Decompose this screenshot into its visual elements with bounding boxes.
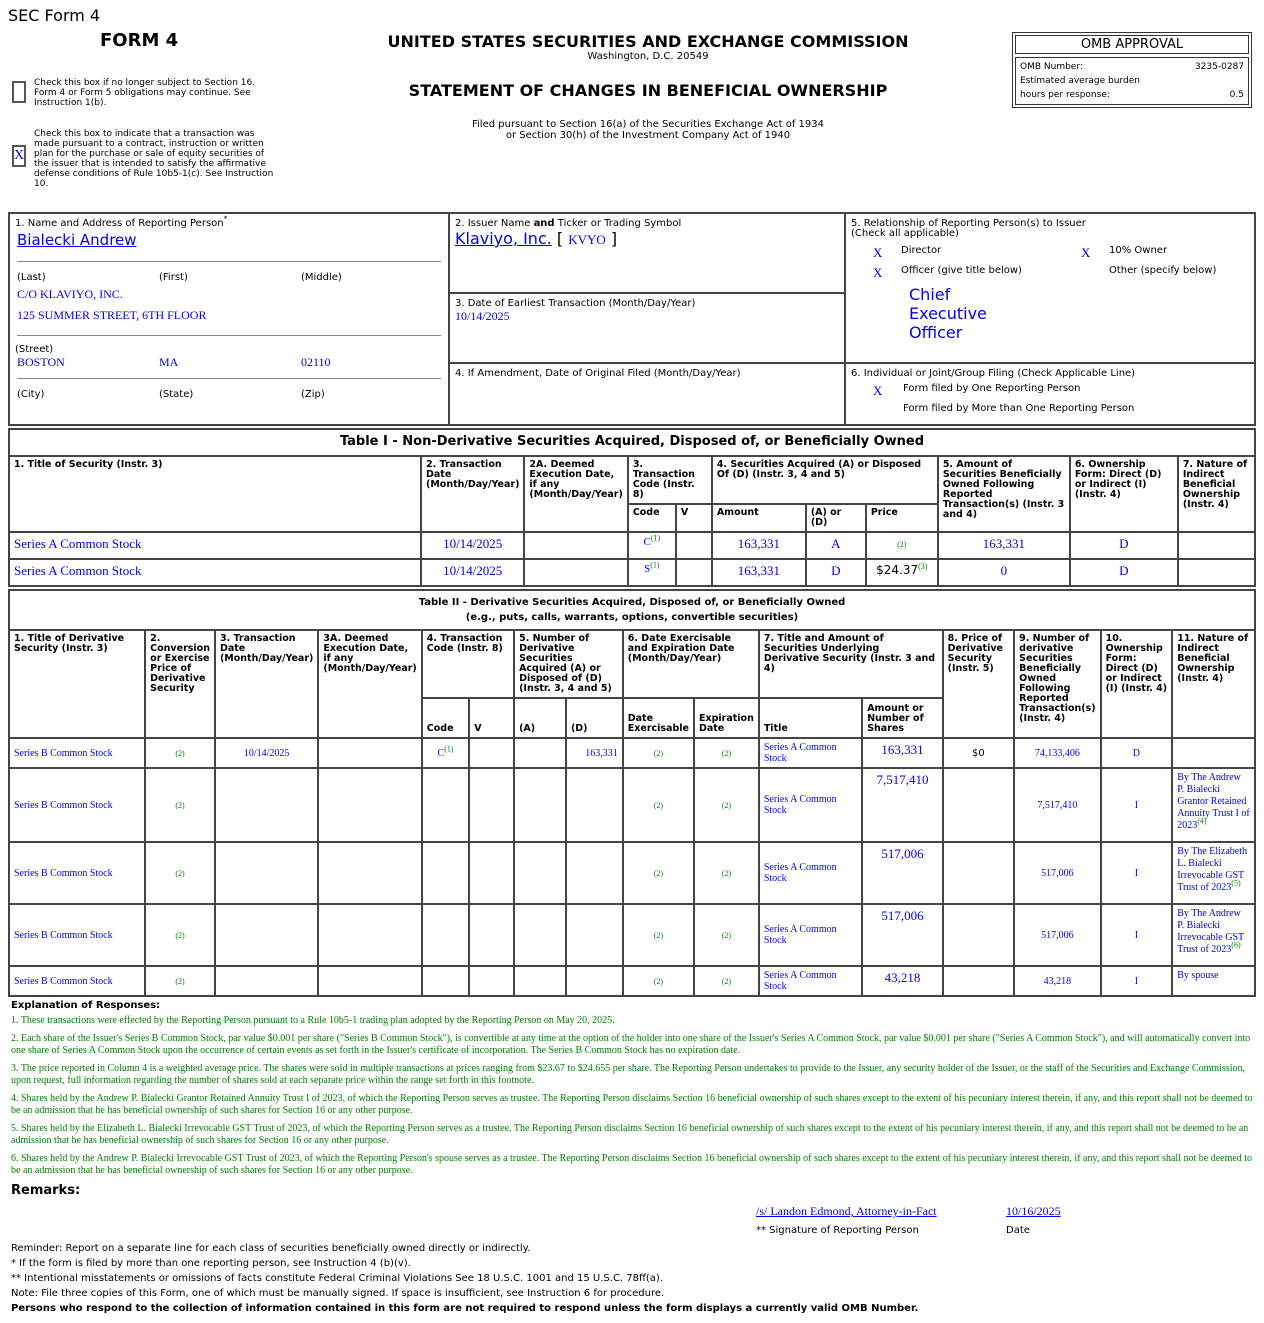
box4-amendment <box>449 363 845 425</box>
state-label: (State) <box>159 389 194 400</box>
footnote-ref[interactable]: (5) <box>1231 878 1241 888</box>
footnote: 6. Shares held by the Andrew P. Bialecki Irrevocable GST Trust of 2023, of which the Reporting Person's spouse serves as a trustee. The Reporting Person disclaims Section 16 beneficial ownership of such shares except to the extent of his pecuniary interest therein, if any, and this report shall not be deemed to be an admission that he has beneficial ownership of such shares for Section 16 or any other purpose. <box>11 1153 1253 1176</box>
underlying-title: Series A Common Stock <box>763 970 837 992</box>
col-a-or-d: (A) or (D) <box>806 504 866 532</box>
asterisk: * <box>223 214 228 224</box>
no-longer-subject-checkbox-row <box>12 78 274 108</box>
nature: By spouse <box>1177 970 1219 981</box>
footnote: 3. The price reported in Column 4 is a weighted average price. The shares were sold in multiple transactions at prices ranging from $23.67 to $24.655 per share. The Reporting Person undertakes to provide to the Issuer, any security holder of the Issuer, or the staff of the Securities and Exchange Commission, upon request, full information regarding the number of shares sold at each separate price within the range set forth in this footnote. <box>11 1063 1245 1086</box>
ownership-form: D <box>1070 532 1178 559</box>
hours-value: 0.5 <box>1229 90 1244 100</box>
col-amount: Amount <box>712 504 806 532</box>
derivative-title: Series B Common Stock <box>14 975 113 987</box>
form-header <box>8 26 1256 212</box>
city: BOSTON <box>17 355 65 369</box>
underlying-amount: 163,331 <box>881 742 924 757</box>
underlying-amount: 517,006 <box>881 908 924 923</box>
director-label: Director <box>901 245 942 256</box>
footnote-ref[interactable]: (1) <box>650 533 661 543</box>
col-price: Price <box>866 504 938 532</box>
col-underlying-title: Title <box>759 698 862 738</box>
city-label: (City) <box>17 389 45 400</box>
footnote: 5. Shares held by the Elizabeth L. Bialecki Irrevocable GST Trust of 2023, of which the Reporting Person serves as a trustee. The Reporting Person disclaims Section 16 beneficial ownership of such shares except to the extent of his pecuniary interest therein, if any, and this report shall not be deemed to be an admission that he has beneficial ownership of such shares for Section 16 or any other purpose. <box>11 1123 1249 1146</box>
transaction-code: C <box>643 536 651 548</box>
issuer-name-link[interactable]: Klaviyo, Inc. <box>455 229 552 248</box>
conversion-price[interactable]: (2) <box>175 976 185 986</box>
footnote-ref[interactable]: (4) <box>1197 816 1207 826</box>
state: MA <box>159 355 179 369</box>
conversion-price[interactable]: (2) <box>175 930 185 940</box>
officer-title-line: Chief <box>909 285 951 304</box>
col-nature: 11. Nature of Indirect Beneficial Ownership (Instr. 4) <box>1172 630 1255 738</box>
one-person-label: Form filed by One Reporting Person <box>903 383 1081 394</box>
table-row <box>9 904 1255 966</box>
expiration-date[interactable]: (2) <box>721 800 732 810</box>
v-flag <box>676 559 712 586</box>
street-line-1: C/O KLAVIYO, INC. <box>17 287 123 301</box>
agency-name: UNITED STATES SECURITIES AND EXCHANGE COMMISSION <box>387 32 909 51</box>
explanation-title: Explanation of Responses: <box>11 1000 161 1011</box>
bracket: ] <box>610 229 618 248</box>
col-underlying-amount: Amount or Number of Shares <box>862 698 942 738</box>
box1-label: 1. Name and Address of Reporting Person <box>15 218 224 229</box>
table-row <box>9 768 1255 842</box>
underlying-title: Series A Common Stock <box>763 924 837 946</box>
one-person-check[interactable]: X <box>873 383 883 398</box>
underlying-title: Series A Common Stock <box>763 742 837 764</box>
expiration-date[interactable]: (2) <box>721 930 732 940</box>
box6-filing <box>845 363 1255 425</box>
more-persons-label: Form filed by More than One Reporting Person <box>903 403 1135 414</box>
col-date-exercisable: Date Exercisable <box>623 698 694 738</box>
officer-check[interactable]: X <box>873 265 883 280</box>
officer-title-line: Officer <box>909 323 963 342</box>
date-exercisable[interactable]: (2) <box>653 976 664 986</box>
col-d: (D) <box>566 698 623 738</box>
ownership-form: I <box>1134 799 1139 811</box>
col-conversion-price: 2. Conversion or Exercise Price of Derivative Security <box>145 630 215 738</box>
security-title: Series A Common Stock <box>9 532 421 559</box>
col-derivative-title: 1. Title of Derivative Security (Instr. 3) <box>9 630 145 738</box>
date-exercisable[interactable]: (2) <box>653 748 664 758</box>
col-ownership-form: 6. Ownership Form: Direct (D) or Indirect (I) (Instr. 4) <box>1070 456 1178 532</box>
reporting-person-name-link[interactable]: Bialecki Andrew <box>17 231 137 249</box>
col-nature: 7. Nature of Indirect Beneficial Ownership (Instr. 4) <box>1178 456 1255 532</box>
amount-owned: 0 <box>938 559 1070 586</box>
signature-date-link[interactable]: 10/16/2025 <box>1006 1204 1061 1218</box>
checkbox-label: Check this box to indicate that a transaction was made pursuant to a contract, instruction or written plan for the purchase or sale of equity securities of the issuer that is intended to satisfy the affirmative defense conditions of Rule 10b5-1(c). See Instruction 10. <box>34 129 274 189</box>
reporting-info-table <box>8 212 1256 426</box>
signature-link[interactable]: /s/ Landon Edmond, Attorney-in-Fact <box>756 1204 937 1218</box>
col-a: (A) <box>514 698 566 738</box>
hours-label: hours per response: <box>1020 90 1110 100</box>
col-date-exercisable-expiration: 6. Date Exercisable and Expiration Date (Month/Day/Year) <box>623 630 759 698</box>
box6-label: 6. Individual or Joint/Group Filing (Check Applicable Line) <box>851 368 1136 379</box>
table-2-derivative <box>8 589 1256 997</box>
derivative-title: Series B Common Stock <box>14 799 113 811</box>
expiration-date[interactable]: (2) <box>721 976 732 986</box>
rule-10b5-1-checkbox-row <box>12 129 274 189</box>
col-securities-acquired: 4. Securities Acquired (A) or Disposed Of (D) (Instr. 3, 4 and 5) <box>712 456 938 504</box>
rule-10b5-1-checkbox[interactable]: X <box>12 145 26 167</box>
security-title: Series A Common Stock <box>9 559 421 586</box>
disposed: 163,331 <box>585 747 618 759</box>
date-exercisable[interactable]: (2) <box>653 868 664 878</box>
col-derivative-price: 8. Price of Derivative Security (Instr. 5) <box>943 630 1014 738</box>
nature <box>1178 532 1255 559</box>
director-check[interactable]: X <box>873 245 883 260</box>
derivative-title: Series B Common Stock <box>14 929 113 941</box>
filed-pursuant-line: or Section 30(h) of the Investment Company Act of 1940 <box>505 130 791 141</box>
deemed-date <box>524 532 627 559</box>
footnote: 1. These transactions were effected by the Reporting Person pursuant to a Rule 10b5-1 trading plan adopted by the Reporting Person on May 20, 2025. <box>11 1015 615 1026</box>
officer-label: Officer (give title below) <box>901 265 1022 276</box>
bracket: [ <box>556 229 564 248</box>
table-2-title-line: Table II - Derivative Securities Acquired, Disposed of, or Beneficially Owned <box>418 597 846 608</box>
deemed-date <box>524 559 627 586</box>
nature: By The Elizabeth L. Bialecki Irrevocable GST Trust of 2023 <box>1177 846 1247 893</box>
filed-pursuant-line: Filed pursuant to Section 16(a) of the Securities Exchange Act of 1934 <box>472 119 824 130</box>
amount: 163,331 <box>712 532 806 559</box>
other-label: Other (specify below) <box>1109 265 1217 276</box>
middle-label: (Middle) <box>301 272 342 283</box>
table-2-title <box>9 590 1255 630</box>
number-owned: 517,006 <box>1041 929 1074 941</box>
a-or-d: D <box>806 559 866 586</box>
col-code: Code <box>422 698 470 738</box>
street-label: (Street) <box>15 344 54 355</box>
conversion-price[interactable]: (2) <box>175 748 185 758</box>
no-longer-subject-checkbox[interactable] <box>12 81 26 103</box>
officer-title <box>909 285 1249 342</box>
box5-label: 5. Relationship of Reporting Person(s) to Issuer <box>851 218 1086 229</box>
transaction-code: C <box>437 747 445 759</box>
box5-sublabel: (Check all applicable) <box>851 228 959 239</box>
col-code: Code <box>628 504 676 532</box>
col-transaction-date: 3. Transaction Date (Month/Day/Year) <box>215 630 318 738</box>
form-name: FORM 4 <box>100 30 179 51</box>
table-row <box>9 559 1255 586</box>
document-title: SEC Form 4 <box>8 6 101 25</box>
transaction-code: S <box>644 563 651 575</box>
remarks-title: Remarks: <box>11 1183 81 1198</box>
conversion-price[interactable]: (2) <box>175 800 185 810</box>
derivative-title: Series B Common Stock <box>14 747 113 759</box>
omb-number-label: OMB Number: <box>1020 62 1083 72</box>
number-owned: 7,517,410 <box>1037 799 1078 811</box>
street-line-2: 125 SUMMER STREET, 6TH FLOOR <box>17 308 207 322</box>
col-expiration-date: Expiration Date <box>694 698 759 738</box>
zip: 02110 <box>301 355 331 369</box>
table-row <box>9 532 1255 559</box>
omb-number: 3235-0287 <box>1194 62 1244 72</box>
ownership-form: I <box>1134 867 1139 879</box>
expiration-date[interactable]: (2) <box>721 868 732 878</box>
footnotes-list <box>8 1015 1256 1177</box>
v-flag <box>676 532 712 559</box>
col-transaction-date: 2. Transaction Date (Month/Day/Year) <box>421 456 524 532</box>
col-v: V <box>469 698 514 738</box>
ownership-form: D <box>1132 747 1140 759</box>
table-1-non-derivative <box>8 428 1256 587</box>
footnote-ref[interactable]: (6) <box>1231 940 1241 950</box>
nature: By The Andrew P. Bialecki Grantor Retained Annuity Trust I of 2023 <box>1177 772 1250 831</box>
date-exercisable[interactable]: (2) <box>653 930 664 940</box>
table-row <box>9 842 1255 904</box>
footnote-ref[interactable]: (1) <box>650 560 660 570</box>
number-owned: 74,133,406 <box>1034 747 1080 759</box>
col-transaction-code: 4. Transaction Code (Instr. 8) <box>422 630 514 698</box>
nature <box>1178 559 1255 586</box>
ten-percent-owner-check[interactable]: X <box>1081 245 1091 260</box>
footnote-ref[interactable]: (1) <box>444 744 454 754</box>
box2-label-rest: Ticker or Trading Symbol <box>554 218 682 229</box>
date-label: Date <box>1006 1225 1030 1236</box>
transaction-date: 10/14/2025 <box>243 747 290 759</box>
expiration-date[interactable]: (2) <box>721 748 732 758</box>
amount-owned: 163,331 <box>938 532 1070 559</box>
box2-label: 2. Issuer Name <box>455 218 534 229</box>
col-deemed-date: 2A. Deemed Execution Date, if any (Month/Day/Year) <box>524 456 627 532</box>
ownership-form: I <box>1134 975 1139 987</box>
a-or-d: A <box>806 532 866 559</box>
underlying-title: Series A Common Stock <box>763 794 837 816</box>
footer-omb-notice: Persons who respond to the collection of information contained in this form are not required to respond unless the form displays a currently valid OMB Number. <box>11 1303 919 1314</box>
footnote-ref[interactable]: (3) <box>918 562 928 571</box>
price: $24.37 <box>876 563 919 577</box>
footer-line: Note: File three copies of this Form, one of which must be manually signed. If space is insufficient, see Instruction 6 for procedure. <box>11 1288 665 1299</box>
table-2-subtitle: (e.g., puts, calls, warrants, options, convertible securities) <box>465 612 799 623</box>
derivative-title: Series B Common Stock <box>14 867 113 879</box>
col-v: V <box>676 504 712 532</box>
footnote-ref[interactable]: (2) <box>897 540 907 549</box>
footer-line: * If the form is filed by more than one reporting person, see Instruction 4 (b)(v). <box>11 1258 411 1269</box>
transaction-date: 10/14/2025 <box>421 559 524 586</box>
col-transaction-code: 3. Transaction Code (Instr. 8) <box>628 456 712 504</box>
last-label: (Last) <box>17 272 46 283</box>
table-row <box>9 738 1255 768</box>
zip-label: (Zip) <box>301 389 325 400</box>
more-persons-check[interactable] <box>873 403 903 414</box>
col-deemed-date: 3A. Deemed Execution Date, if any (Month/Day/Year) <box>318 630 421 738</box>
footnote: 2. Each share of the Issuer's Series B Common Stock, par value $0.001 per share ("Series B Common Stock"), is convertible at any time at the option of the holder into one share of the Issuer's Series A Common Stock, par value $0.001 per share ("Series A Common Stock"), and will automatically convert into one share of Series A Common Stock upon the occurrence of certain events as set forth in the Issuer's certificate of incorporation. The Series B Common Stock has no expiration date. <box>11 1033 1251 1056</box>
ownership-form: D <box>1070 559 1178 586</box>
table-1-title: Table I - Non-Derivative Securities Acquired, Disposed of, or Beneficially Owned <box>9 429 1255 456</box>
box2-label-and: and <box>533 218 555 229</box>
ten-percent-owner-label: 10% Owner <box>1109 245 1168 256</box>
underlying-title: Series A Common Stock <box>763 862 837 884</box>
underlying-amount: 43,218 <box>884 970 921 985</box>
box2-issuer <box>449 213 845 293</box>
agency-heading <box>338 32 958 141</box>
checkbox-label: Check this box if no longer subject to Section 16. Form 4 or Form 5 obligations may continue. See Instruction 1(b). <box>34 78 256 108</box>
conversion-price[interactable]: (2) <box>175 868 185 878</box>
number-owned: 43,218 <box>1043 975 1072 987</box>
other-check[interactable] <box>1081 265 1109 281</box>
box5-relationship <box>845 213 1255 363</box>
burden-label: Estimated average burden <box>1020 76 1140 86</box>
col-title: 1. Title of Security (Instr. 3) <box>9 456 421 532</box>
omb-title: OMB APPROVAL <box>1015 35 1249 54</box>
signature-label: ** Signature of Reporting Person <box>756 1225 919 1236</box>
footnote: 4. Shares held by the Andrew P. Bialecki Grantor Retained Annuity Trust I of 2023, of which the Reporting Person serves as trustee. The Reporting Person disclaims Section 16 beneficial ownership of such shares except to the extent of his pecuniary interest therein, if any, and this report shall not be deemed to be an admission that he has beneficial ownership of such shares for Section 16 or any other purpose. <box>11 1093 1253 1116</box>
box3-label: 3. Date of Earliest Transaction (Month/Day/Year) <box>455 298 696 309</box>
underlying-amount: 7,517,410 <box>876 772 929 787</box>
box1-reporting-person <box>9 213 449 425</box>
number-owned: 517,006 <box>1041 867 1074 879</box>
table-row <box>9 966 1255 996</box>
ownership-form: I <box>1134 929 1139 941</box>
footer-line: Reminder: Report on a separate line for each class of securities beneficially owned directly or indirectly. <box>11 1243 531 1254</box>
earliest-transaction-date: 10/14/2025 <box>455 309 510 323</box>
box4-label: 4. If Amendment, Date of Original Filed (Month/Day/Year) <box>455 368 741 379</box>
first-label: (First) <box>159 272 188 283</box>
col-number-owned: 9. Number of derivative Securities Beneficially Owned Following Reported Transaction(s) (Instr. 4) <box>1014 630 1100 738</box>
col-underlying: 7. Title and Amount of Securities Underlying Derivative Security (Instr. 3 and 4) <box>759 630 943 698</box>
col-ownership-form: 10. Ownership Form: Direct (D) or Indirect (I) (Instr. 4) <box>1101 630 1173 738</box>
agency-location: Washington, D.C. 20549 <box>587 51 709 62</box>
underlying-amount: 517,006 <box>881 846 924 861</box>
col-number-derivative: 5. Number of Derivative Securities Acquired (A) or Disposed of (D) (Instr. 3, 4 and 5) <box>514 630 623 698</box>
transaction-date: 10/14/2025 <box>421 532 524 559</box>
omb-approval-box <box>1012 32 1252 108</box>
col-amount-owned: 5. Amount of Securities Beneficially Owned Following Reported Transaction(s) (Instr. 3 and 4) <box>938 456 1070 532</box>
footer-line: ** Intentional misstatements or omissions of facts constitute Federal Criminal Violations See 18 U.S.C. 1001 and 15 U.S.C. 78ff(a). <box>11 1273 664 1284</box>
ticker-symbol: KVYO <box>568 232 606 247</box>
derivative-price: $0 <box>972 747 985 759</box>
box3-earliest-date <box>449 293 845 363</box>
statement-title: STATEMENT OF CHANGES IN BENEFICIAL OWNERSHIP <box>408 81 888 100</box>
nature: By The Andrew P. Bialecki Irrevocable GST Trust of 2023 <box>1177 908 1244 955</box>
amount: 163,331 <box>712 559 806 586</box>
officer-title-line: Executive <box>909 304 987 323</box>
date-exercisable[interactable]: (2) <box>653 800 664 810</box>
